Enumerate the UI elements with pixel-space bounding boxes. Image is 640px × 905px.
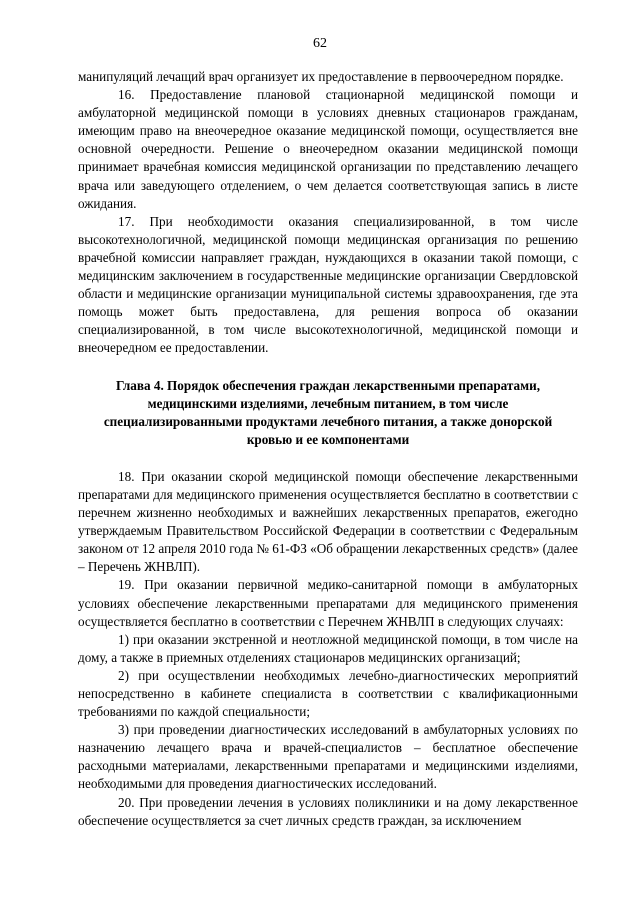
list-item-19-1: 1) при оказании экстренной и неотложной медицинской помощи, в том числе на дому, а также в приемных отделениях стационаров медицинских организаций;	[78, 631, 578, 665]
list-item-19-2: 2) при осуществлении необходимых лечебно-диагностических мероприятий непосредственно в кабинете специалиста в соответствии с квалификационными требованиями по каждой специальности;	[78, 667, 578, 720]
chapter-heading: Глава 4. Порядок обеспечения граждан лекарственными препаратами, медицинскими изделиями, лечебным питанием, в том числе специализированными продуктами лечебного питания, а также донорской кровью и ее компонентами	[103, 377, 553, 447]
paragraph-20: 20. При проведении лечения в условиях поликлиники и на дому лекарственное обеспечение осуществляется за счет личных средств граждан, за исключением	[78, 794, 578, 828]
paragraph-17: 17. При необходимости оказания специализированной, в том числе высокотехнологичной, медицинской помощи медицинская организация по решению врачебной комиссии направляет граждан, нуждающихся в оказании такой помощи, с медицинским заключением в государственные медицинские организации Свердловской области и медицинские организации муниципальной системы здравоохранения, где эта помощь может быть предоставлена, для решения вопроса об оказании специализированной, в том числе высокотехнологичной, медицинской помощи и внеочередном ее предоставлении.	[78, 213, 578, 356]
paragraph-continuation: манипуляций лечащий врач организует их предоставление в первоочередном порядке.	[78, 69, 564, 84]
paragraph-19: 19. При оказании первичной медико-санитарной помощи в амбулаторных условиях обеспечение лекарственными препаратами для медицинского применения осуществляется бесплатно в соответствии с Перечнем ЖНВЛП в следующих случаях:	[78, 577, 578, 629]
document-body	[78, 68, 578, 830]
page-number: 62	[313, 36, 327, 51]
list-item-19-3: 3) при проведении диагностических исследований в амбулаторных условиях по назначению лечащего врача и врачей-специалистов – бесплатное обеспечение расходными материалами, лекарственными препаратами и медицинскими изделиями, необходимыми для проведения диагностических исследований.	[78, 722, 578, 792]
paragraph-16: 16. Предоставление плановой стационарной медицинской помощи и амбулаторной медицинской помощи в условиях дневных стационаров гражданам, имеющим право на внеочередное оказание медицинской помощи, осуществляется вне основной очередности. Решение о внеочередном оказании медицинской помощи принимает врачебная комиссия медицинской организации по представлению лечащего врача или заведующего отделением, о чем делается соответствующая запись в листе ожидания.	[78, 87, 578, 211]
paragraph-18: 18. При оказании скорой медицинской помощи обеспечение лекарственными препаратами для медицинского применения осуществляется бесплатно в соответствии с перечнем жизненно необходимых и важнейших лекарственных препаратов, ежегодно утверждаемым Правительством Российской Федерации в соответствии с Федеральным законом от 12 апреля 2010 года № 61-ФЗ «Об обращении лекарственных средств» (далее – Перечень ЖНВЛП).	[78, 468, 578, 575]
